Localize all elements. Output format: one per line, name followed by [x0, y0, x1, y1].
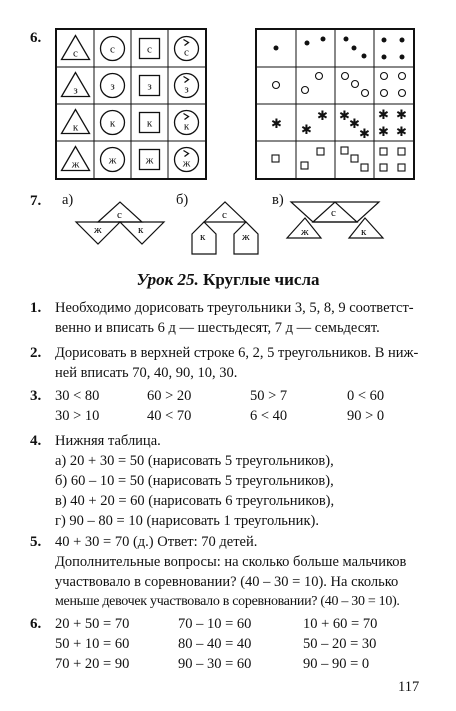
lesson-title-rest: Круглые числа	[198, 270, 320, 289]
task-7-label-b: б)	[176, 192, 189, 208]
svg-text:✱: ✱	[271, 117, 282, 132]
eq-r1c1: 20 + 50 = 70	[55, 616, 130, 632]
eq-r3c1: 70 + 20 = 90	[55, 656, 130, 672]
svg-text:✱: ✱	[378, 125, 389, 140]
circles-row	[273, 73, 406, 97]
svg-text:✱: ✱	[349, 117, 360, 132]
grid-letter: з	[110, 80, 115, 93]
grid-letter: к	[183, 120, 190, 133]
item-1-line-1: Необходимо дорисовать треугольники 3, 5, 8, 9 соответст-	[55, 300, 414, 316]
item-4-number: 4.	[30, 433, 42, 449]
grid-letter: ж	[145, 154, 154, 167]
grid-letter: к	[72, 121, 79, 134]
fig-v-top: с	[331, 207, 336, 219]
grid-letter: з	[184, 83, 189, 96]
fig-v-left: ж	[301, 226, 309, 238]
item-3-inequalities	[55, 386, 435, 426]
asterisks-row	[271, 108, 407, 142]
arrow-icon	[184, 151, 189, 157]
grid-letter: к	[109, 117, 116, 130]
symbol-grid-left	[55, 28, 207, 180]
item-5-line-2: Дополнительные вопросы: на сколько больше мальчиков	[55, 554, 407, 570]
ineq-r1c2: 60 > 20	[147, 388, 192, 404]
fig-b-top: с	[222, 209, 227, 221]
grid-letter: к	[146, 117, 153, 130]
symbol-grid-right	[255, 28, 415, 180]
fig-b-left: к	[200, 231, 206, 243]
svg-text:✱: ✱	[359, 127, 370, 142]
triangle-figure-b	[190, 192, 260, 262]
fig-a-top: с	[117, 209, 122, 221]
arrow-icon	[184, 114, 189, 120]
grid-letter: з	[147, 80, 152, 93]
item-2-line-2: ней вписать 70, 40, 90, 10, 30.	[55, 365, 238, 381]
ineq-r2c2: 40 < 70	[147, 408, 192, 424]
grid-letter: с	[184, 46, 189, 59]
triangle-figure-v	[285, 200, 385, 242]
dots-row	[274, 37, 405, 60]
grid-letter: с	[73, 47, 78, 60]
item-5-text	[55, 532, 440, 612]
item-5-line-3: участвовало в соревновании? (40 – 30 = 10). На сколько	[55, 574, 399, 590]
eq-r1c3: 10 + 60 = 70	[303, 616, 378, 632]
item-4-line-1: Нижняя таблица.	[55, 433, 161, 449]
item-4-text	[55, 431, 435, 531]
svg-text:✱: ✱	[301, 123, 312, 138]
svg-text:✱: ✱	[378, 108, 389, 123]
item-5-number: 5.	[30, 534, 42, 550]
item-5-line-4: меньше девочек участвовало в соревновании? (40 – 30 = 10).	[55, 594, 400, 609]
ineq-r1c3: 50 > 7	[250, 388, 288, 404]
svg-text:✱: ✱	[339, 109, 350, 124]
eq-r3c2: 90 – 30 = 60	[178, 656, 252, 672]
eq-r1c2: 70 – 10 = 60	[178, 616, 252, 632]
eq-r2c2: 80 – 40 = 40	[178, 636, 252, 652]
eq-r2c1: 50 + 10 = 60	[55, 636, 130, 652]
item-6-equations	[55, 614, 435, 674]
svg-text:✱: ✱	[317, 109, 328, 124]
symbol-grid-right-drawing	[257, 30, 413, 178]
svg-text:✱: ✱	[396, 125, 407, 140]
item-5-line-1: 40 + 30 = 70 (д.) Ответ: 70 детей.	[55, 534, 258, 550]
item-1-number: 1.	[30, 300, 42, 316]
task-7-label-v: в)	[272, 192, 284, 208]
eq-r3c3: 90 – 90 = 0	[303, 656, 370, 672]
ineq-r1c1: 30 < 80	[55, 388, 100, 404]
lesson-title-italic: Урок 25.	[136, 270, 199, 289]
grid-letter: с	[147, 43, 152, 56]
grid-letter: з	[73, 84, 78, 97]
arrow-icon	[184, 40, 189, 46]
grid-letter: с	[110, 43, 115, 56]
ineq-r2c4: 90 > 0	[347, 408, 385, 424]
symbol-grid-left-drawing	[57, 30, 205, 178]
task-6-number: 6.	[30, 30, 42, 46]
item-4-line-2: а) 20 + 30 = 50 (нарисовать 5 треугольников),	[55, 453, 334, 469]
grid-letter: ж	[182, 157, 191, 170]
fig-v-right: к	[361, 226, 367, 238]
item-2-text	[55, 343, 435, 383]
ineq-r2c3: 6 < 40	[250, 408, 288, 424]
item-6-number: 6.	[30, 616, 42, 632]
task-7-label-a: а)	[62, 192, 74, 208]
fig-a-left: ж	[94, 224, 102, 236]
item-4-line-3: б) 60 – 10 = 50 (нарисовать 5 треугольников),	[55, 473, 334, 489]
arrow-icon	[184, 77, 189, 83]
grid-letter: ж	[71, 158, 80, 171]
ineq-r2c1: 30 > 10	[55, 408, 100, 424]
item-3-number: 3.	[30, 388, 42, 404]
lesson-title	[0, 270, 456, 290]
svg-text:✱: ✱	[396, 108, 407, 123]
item-1-text	[55, 298, 435, 338]
triangle-figure-a	[70, 192, 170, 258]
task-7-number: 7.	[30, 193, 42, 209]
item-1-line-2: венно и вписать 6 д — шестьдесят, 7 д — семьдесят.	[55, 320, 380, 336]
grid-letter: ж	[108, 154, 117, 167]
item-2-line-1: Дорисовать в верхней строке 6, 2, 5 треугольников. В ниж-	[55, 345, 419, 361]
fig-b-right: ж	[242, 231, 250, 243]
item-2-number: 2.	[30, 345, 42, 361]
fig-a-right: к	[138, 224, 144, 236]
eq-r2c3: 50 – 20 = 30	[303, 636, 377, 652]
item-4-line-4: в) 40 + 20 = 60 (нарисовать 6 треугольников),	[55, 493, 335, 509]
ineq-r1c4: 0 < 60	[347, 388, 385, 404]
item-4-line-5: г) 90 – 80 = 10 (нарисовать 1 треугольник).	[55, 513, 319, 529]
squares-row	[272, 147, 405, 171]
page-number: 117	[398, 679, 420, 695]
